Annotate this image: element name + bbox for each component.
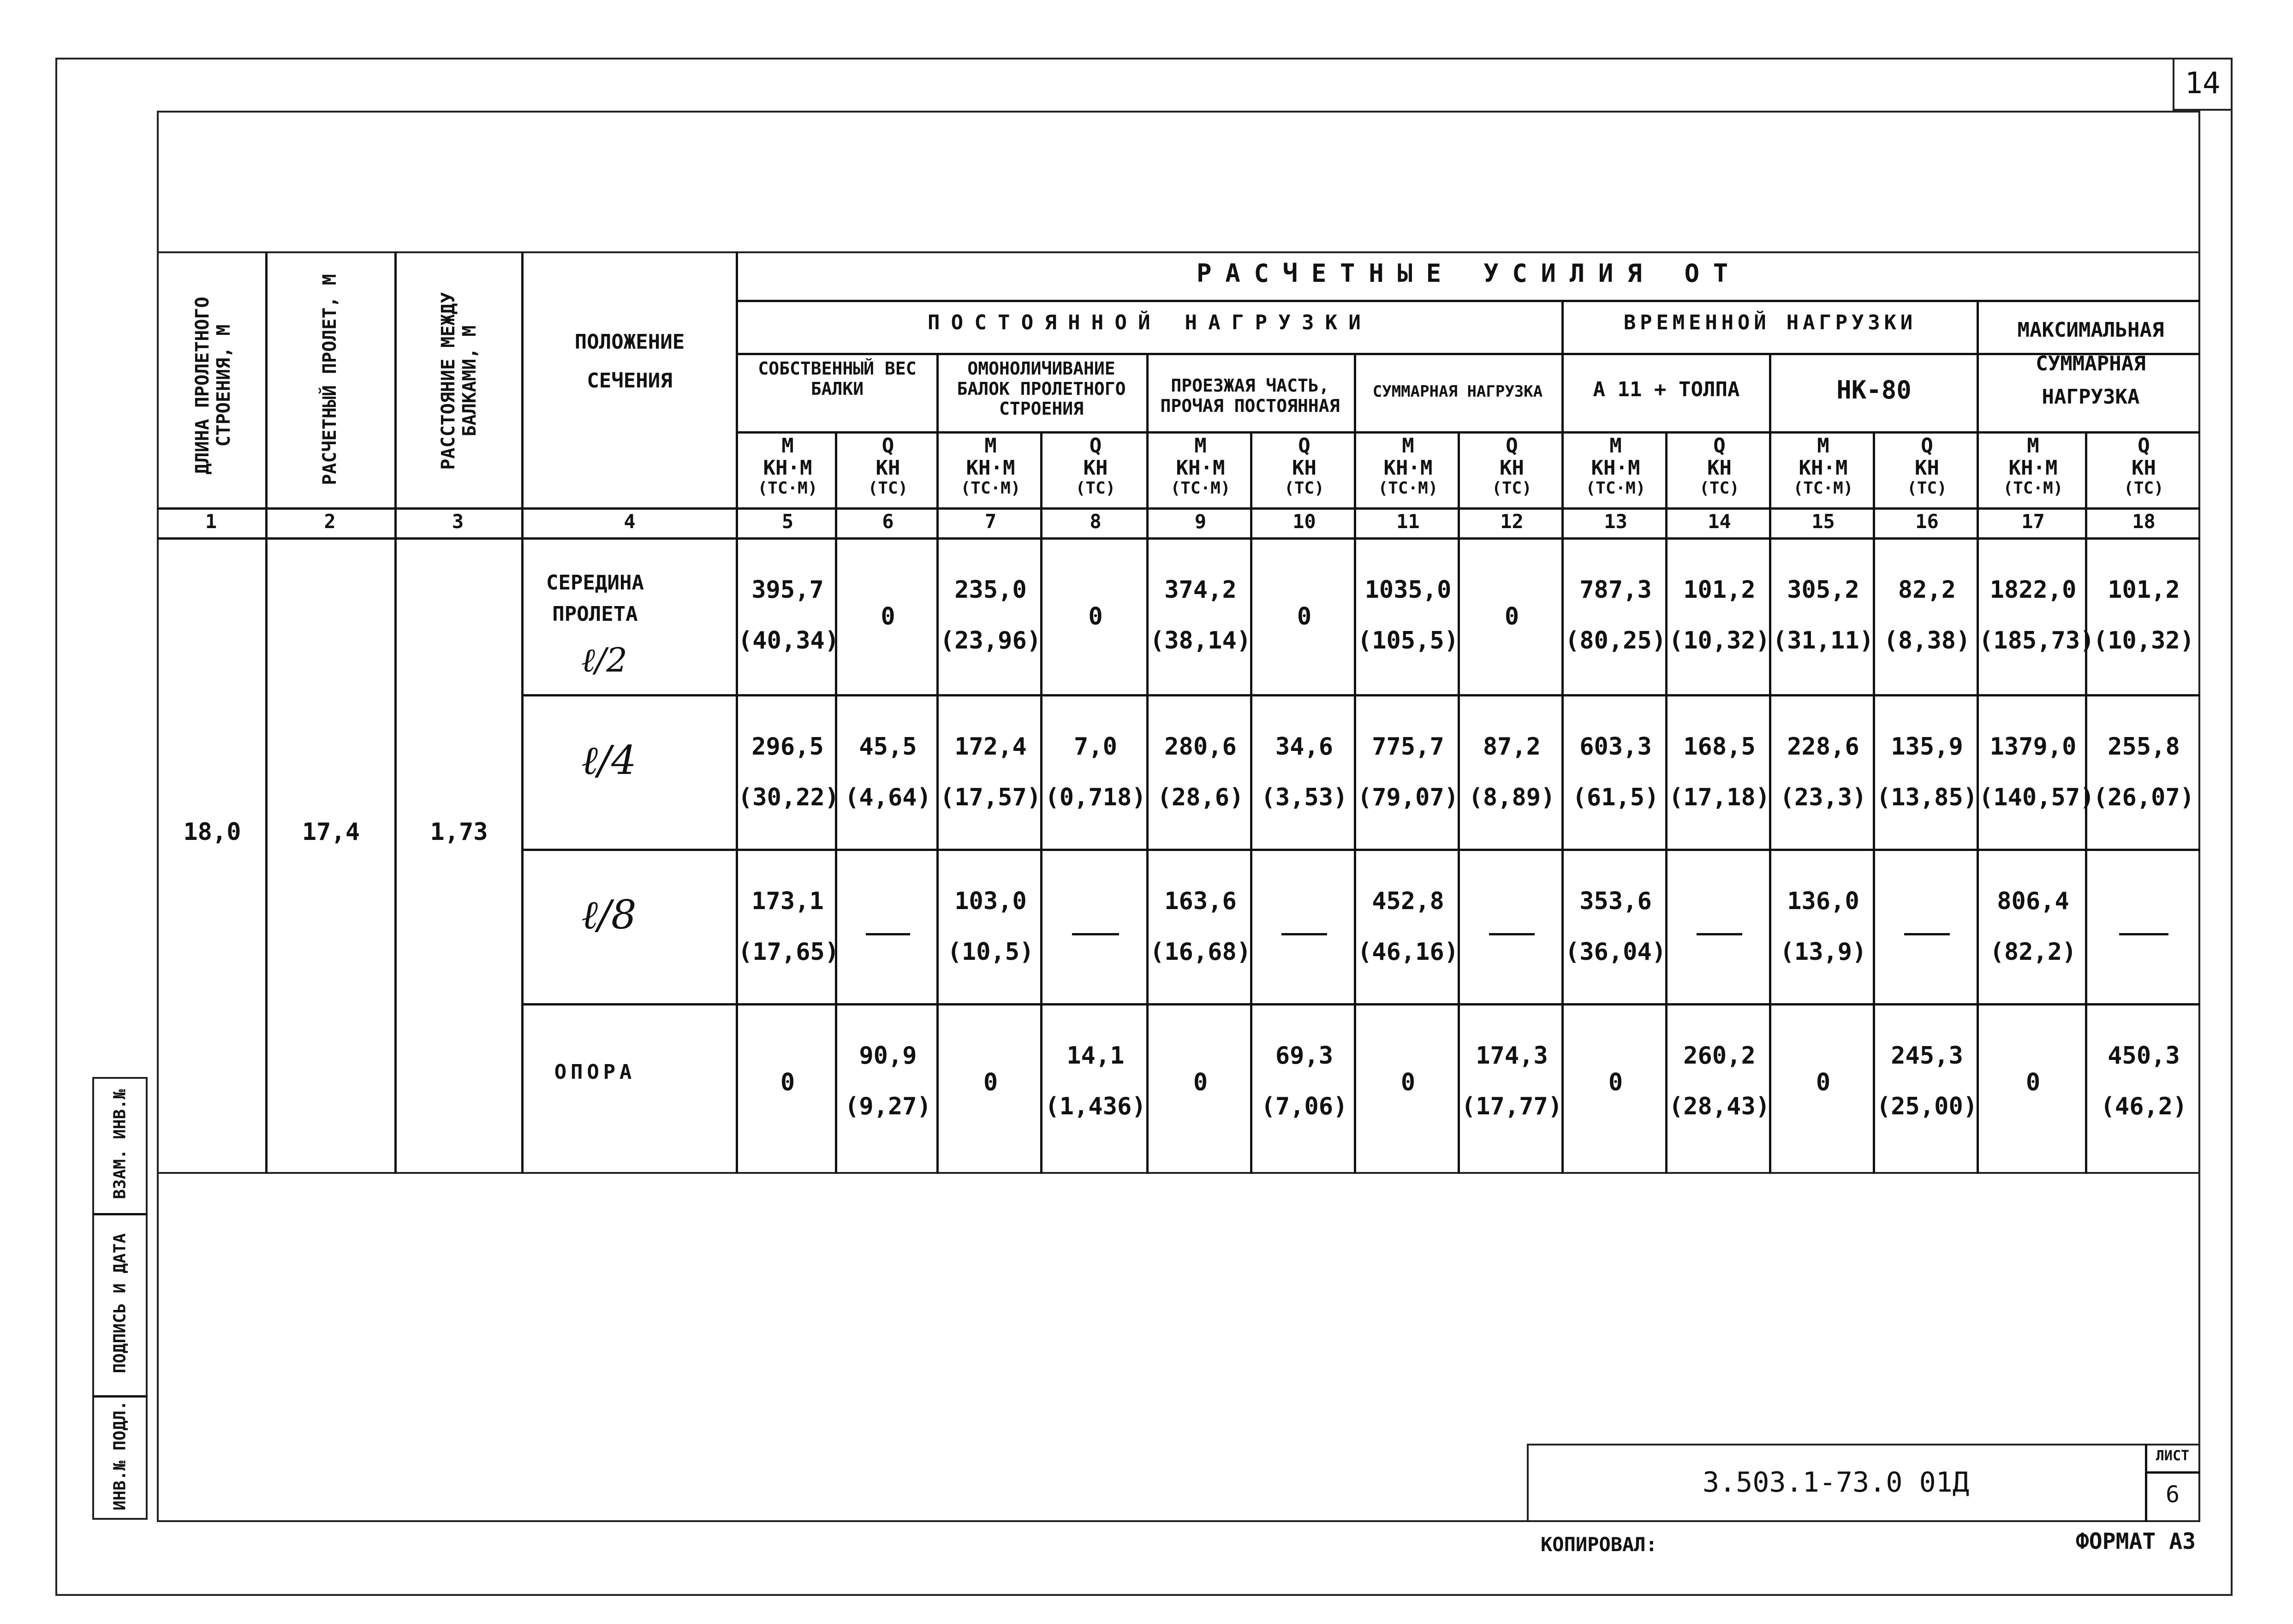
cell-value: 0 [881, 602, 895, 631]
row-divider [521, 849, 2200, 851]
cell-value [1252, 910, 1356, 938]
unit-shear-label: КН [1915, 456, 1939, 480]
cell-value-tc: (28,6) [1157, 784, 1244, 811]
unit-shear-label: Q [1506, 434, 1518, 458]
cell-value-tc: (36,04) [1565, 938, 1667, 966]
cell-value: 1822,0 [1989, 576, 2077, 604]
cell-value: 45,5 [859, 733, 917, 761]
format-label: ФОРМАТ А3 [2075, 1529, 2196, 1554]
column-number: 11 [1396, 510, 1420, 533]
cell-value-tc: (8,38) [1883, 627, 1971, 654]
cell-value-tc: (79,07) [1357, 784, 1459, 811]
cell-value: 82,2 [1898, 576, 1956, 604]
cell-value-tc: (28,43) [1668, 1093, 1770, 1120]
cell-value-tc: (23,3) [1780, 784, 1867, 811]
cell-value: 0 [1816, 1068, 1831, 1096]
cell-value: 34,6 [1275, 733, 1334, 761]
cell-value: 452,8 [1372, 887, 1444, 915]
cell-value-tc: (10,32) [1668, 627, 1770, 654]
cell-value: 775,7 [1372, 733, 1444, 761]
unit-moment-label: М [1609, 434, 1622, 458]
cell-value [837, 910, 939, 938]
unit-moment-label: М [781, 434, 794, 458]
cell-value-tc: (80,25) [1565, 627, 1667, 654]
unit-shear-label: (ТС) [1075, 479, 1116, 498]
col-divider [521, 251, 524, 1174]
unit-moment-label: (ТС·М) [1170, 479, 1231, 498]
col-divider [394, 251, 397, 1174]
group-max: МАКСИМАЛЬНАЯ СУММАРНАЯ НАГРУЗКА [2017, 318, 2164, 409]
cell-value: 305,2 [1787, 576, 1859, 604]
cell-value: 0 [780, 1068, 795, 1096]
cell-value-tc: (40,34) [738, 627, 840, 654]
doc-code: 3.503.1-73.0 01Д [1703, 1466, 1969, 1499]
col-span-length: ДЛИНА ПРОЛЕТНОГО СТРОЕНИЯ, М [192, 297, 234, 475]
column-number: 16 [1915, 510, 1939, 533]
column-number: 1 [205, 510, 217, 533]
unit-shear-label: Q [2138, 434, 2150, 458]
column-number: 4 [624, 510, 636, 533]
cell-value-tc: (26,07) [2093, 784, 2195, 811]
row-divider [736, 431, 2200, 434]
cell-value-tc: (9,27) [845, 1093, 931, 1120]
column-number: 2 [324, 510, 336, 533]
cell-value: 260,2 [1683, 1042, 1756, 1070]
cell-value-tc: (61,5) [1572, 784, 1659, 811]
cell-value: 0 [1400, 1068, 1416, 1096]
cell-value-tc: (7,06) [1261, 1093, 1348, 1120]
sub-monolith: ОМОНОЛИЧИВАНИЕ БАЛОК ПРОЛЕТНОГО СТРОЕНИЯ [957, 358, 1126, 419]
cell-value: 296,5 [751, 733, 824, 761]
unit-shear-label: Q [1298, 434, 1310, 458]
cell-value: 163,6 [1164, 887, 1237, 915]
unit-shear-label: (ТС) [2124, 479, 2164, 498]
cell-value-tc: (10,32) [2093, 627, 2195, 654]
cell-value: 374,2 [1164, 576, 1237, 604]
column-number: 6 [882, 510, 894, 533]
cell-value-tc: (185,73) [1979, 627, 2095, 654]
cell-value: 395,7 [751, 576, 824, 604]
row-divider [157, 537, 2200, 540]
title-divider [2145, 1471, 2200, 1474]
column-number: 13 [1604, 510, 1627, 533]
cell-value [1875, 910, 1979, 938]
row-divider [521, 694, 2200, 696]
column-number: 10 [1292, 510, 1316, 533]
unit-shear-label: (ТС) [1699, 479, 1739, 498]
cell-value-tc: (38,14) [1149, 627, 1251, 654]
cell-value-tc: (25,00) [1876, 1093, 1978, 1120]
unit-shear-label: Q [881, 434, 894, 458]
cell-value: 353,6 [1579, 887, 1652, 915]
stamp-label-inv: ИНВ.№ ПОДЛ. [110, 1400, 130, 1511]
unit-moment-label: М [1402, 434, 1414, 458]
column-number: 18 [2132, 510, 2156, 533]
cell-value [1460, 910, 1564, 938]
cell-value: 280,6 [1164, 733, 1237, 761]
unit-shear-label: Q [1921, 434, 1933, 458]
stamp-label-sign: ПОДПИСЬ И ДАТА [110, 1233, 130, 1374]
cell-value-tc: (0,718) [1045, 784, 1146, 811]
unit-shear-label: (ТС) [1492, 479, 1532, 498]
group-temporary: ВРЕМЕННОЙ НАГРУЗКИ [1623, 311, 1917, 334]
design-span-value: 17,4 [302, 818, 360, 846]
col-section: ПОЛОЖЕНИЕ СЕЧЕНИЯ [574, 330, 685, 393]
cell-value: 1379,0 [1989, 733, 2077, 761]
unit-moment-label: М [1817, 434, 1829, 458]
cell-value: 255,8 [2108, 733, 2180, 761]
unit-moment-label: КН·М [763, 456, 812, 480]
sub-sum: СУММАРНАЯ НАГРУЗКА [1372, 382, 1543, 401]
cell-value: 0 [2025, 1068, 2041, 1096]
cell-value: 7,0 [1074, 733, 1117, 761]
cell-value: 228,6 [1787, 733, 1859, 761]
cell-value: 173,1 [751, 887, 824, 915]
cell-value-tc: (1,436) [1045, 1093, 1146, 1120]
cell-value [2087, 910, 2200, 938]
beam-spacing-value: 1,73 [430, 818, 488, 846]
unit-moment-label: М [984, 434, 997, 458]
cell-value: 90,9 [859, 1042, 917, 1070]
unit-moment-label: (ТС·М) [1793, 479, 1853, 498]
col-divider [265, 251, 268, 1174]
column-number: 9 [1194, 510, 1207, 533]
cell-value: 235,0 [954, 576, 1027, 604]
cell-value: 806,4 [1997, 887, 2069, 915]
cell-value: 0 [1193, 1068, 1208, 1096]
cell-value: 245,3 [1891, 1042, 1963, 1070]
unit-moment-label: КН·М [1799, 456, 1848, 480]
cell-value: 87,2 [1483, 733, 1541, 761]
sub-roadway: ПРОЕЗЖАЯ ЧАСТЬ, ПРОЧАЯ ПОСТОЯННАЯ [1160, 375, 1340, 416]
section-l8-symbol: ℓ/8 [581, 892, 637, 938]
column-number: 14 [1708, 510, 1731, 533]
cell-value-tc: (17,18) [1668, 784, 1770, 811]
column-number: 15 [1811, 510, 1835, 533]
unit-shear-label: (ТС) [868, 479, 908, 498]
cell-value-tc: (17,65) [738, 938, 840, 966]
main-header: РАСЧЕТНЫЕ УСИЛИЯ ОТ [1196, 259, 1742, 288]
unit-shear-label: КН [876, 456, 900, 480]
sub-nk80: НК-80 [1836, 375, 1912, 405]
page-number: 14 [2185, 66, 2221, 101]
cell-value-tc: (13,85) [1876, 784, 1978, 811]
col-divider [736, 251, 738, 1174]
column-number: 17 [2021, 510, 2045, 533]
cell-value-tc: (13,9) [1780, 938, 1867, 966]
list-number: 6 [2165, 1481, 2180, 1508]
cell-value-tc: (46,16) [1357, 938, 1459, 966]
cell-value: 0 [983, 1068, 998, 1096]
unit-shear-label: КН [1707, 456, 1732, 480]
column-number: 8 [1090, 510, 1102, 533]
cell-value: 1035,0 [1364, 576, 1452, 604]
cell-value: 136,0 [1787, 887, 1859, 915]
cell-value-tc: (8,89) [1468, 784, 1555, 811]
unit-shear-label: (ТС) [1907, 479, 1947, 498]
copied-label: КОПИРОВАЛ: [1541, 1533, 1657, 1556]
list-label: ЛИСТ [2156, 1448, 2190, 1464]
unit-shear-label: КН [1500, 456, 1524, 480]
cell-value [1668, 910, 1771, 938]
cell-value: 450,3 [2108, 1042, 2180, 1070]
cell-value-tc: (17,57) [940, 784, 1042, 811]
section-midspan: СЕРЕДИНА ПРОЛЕТА [546, 571, 644, 626]
stamp-label-replace: ВЗАМ. ИНВ.№ [110, 1089, 130, 1199]
unit-shear-label: КН [1083, 456, 1108, 480]
row-divider [521, 1003, 2200, 1005]
cell-value-tc: (140,57) [1979, 784, 2095, 811]
cell-value: 101,2 [1683, 576, 1756, 604]
cell-value: 101,2 [2108, 576, 2180, 604]
cell-value: 168,5 [1683, 733, 1756, 761]
unit-moment-label: КН·М [966, 456, 1015, 480]
cell-value-tc: (3,53) [1261, 784, 1348, 811]
section-l4-symbol: ℓ/4 [581, 738, 637, 784]
group-permanent: ПОСТОЯННОЙ НАГРУЗКИ [927, 311, 1372, 334]
unit-moment-label: (ТС·М) [757, 479, 818, 498]
unit-shear-label: (ТС) [1284, 479, 1324, 498]
unit-moment-label: (ТС·М) [1585, 479, 1646, 498]
section-l2-symbol: ℓ/2 [581, 641, 628, 679]
cell-value: 172,4 [954, 733, 1027, 761]
cell-value: 174,3 [1476, 1042, 1548, 1070]
row-divider [157, 507, 2200, 510]
unit-moment-label: КН·М [1176, 456, 1225, 480]
cell-value: 103,0 [954, 887, 1027, 915]
col-beam-spacing: РАССТОЯНИЕ МЕЖДУ БАЛКАМИ, М [438, 292, 480, 470]
unit-moment-label: (ТС·М) [1378, 479, 1438, 498]
cell-value: 135,9 [1891, 733, 1963, 761]
row-divider [736, 300, 2200, 302]
cell-value: 14,1 [1066, 1042, 1125, 1070]
cell-value: 69,3 [1275, 1042, 1334, 1070]
column-number: 12 [1500, 510, 1524, 533]
sub-a11: А 11 + ТОЛПА [1593, 378, 1740, 401]
unit-moment-label: КН·М [2008, 456, 2058, 480]
unit-moment-label: М [1194, 434, 1207, 458]
cell-value-tc: (30,22) [738, 784, 840, 811]
unit-moment-label: М [2027, 434, 2039, 458]
cell-value: 0 [1608, 1068, 1623, 1096]
unit-moment-label: (ТС·М) [960, 479, 1021, 498]
span-length-value: 18,0 [183, 818, 241, 846]
sub-own-weight: СОБСТВЕННЫЙ ВЕС БАЛКИ [758, 358, 917, 399]
cell-value-tc: (16,68) [1149, 938, 1251, 966]
cell-value-tc: (17,77) [1461, 1093, 1563, 1120]
unit-moment-label: (ТС·М) [2003, 479, 2063, 498]
unit-moment-label: КН·М [1383, 456, 1433, 480]
cell-value: 603,3 [1579, 733, 1652, 761]
row-divider [736, 353, 2200, 355]
unit-shear-label: КН [2132, 456, 2156, 480]
unit-moment-label: КН·М [1591, 456, 1640, 480]
column-number: 5 [781, 510, 794, 533]
cell-value-tc: (4,64) [845, 784, 931, 811]
cell-value-tc: (46,2) [2100, 1093, 2187, 1120]
cell-value: 787,3 [1579, 576, 1652, 604]
cell-value-tc: (82,2) [1989, 938, 2077, 966]
cell-value [1042, 910, 1149, 938]
unit-shear-label: Q [1713, 434, 1726, 458]
column-number: 3 [452, 510, 464, 533]
unit-shear-label: Q [1089, 434, 1102, 458]
column-number: 7 [984, 510, 997, 533]
cell-value: 0 [1504, 602, 1519, 631]
cell-value-tc: (23,96) [940, 627, 1042, 654]
cell-value-tc: (105,5) [1357, 627, 1459, 654]
cell-value-tc: (10,5) [947, 938, 1034, 966]
cell-value: 0 [1088, 602, 1103, 631]
section-support: ОПОРА [554, 1060, 636, 1084]
col-design-span: РАСЧЕТНЫЙ ПРОЛЕТ, М [319, 274, 340, 485]
cell-value: 0 [1297, 602, 1312, 631]
cell-value-tc: (31,11) [1772, 627, 1874, 654]
unit-shear-label: КН [1292, 456, 1316, 480]
